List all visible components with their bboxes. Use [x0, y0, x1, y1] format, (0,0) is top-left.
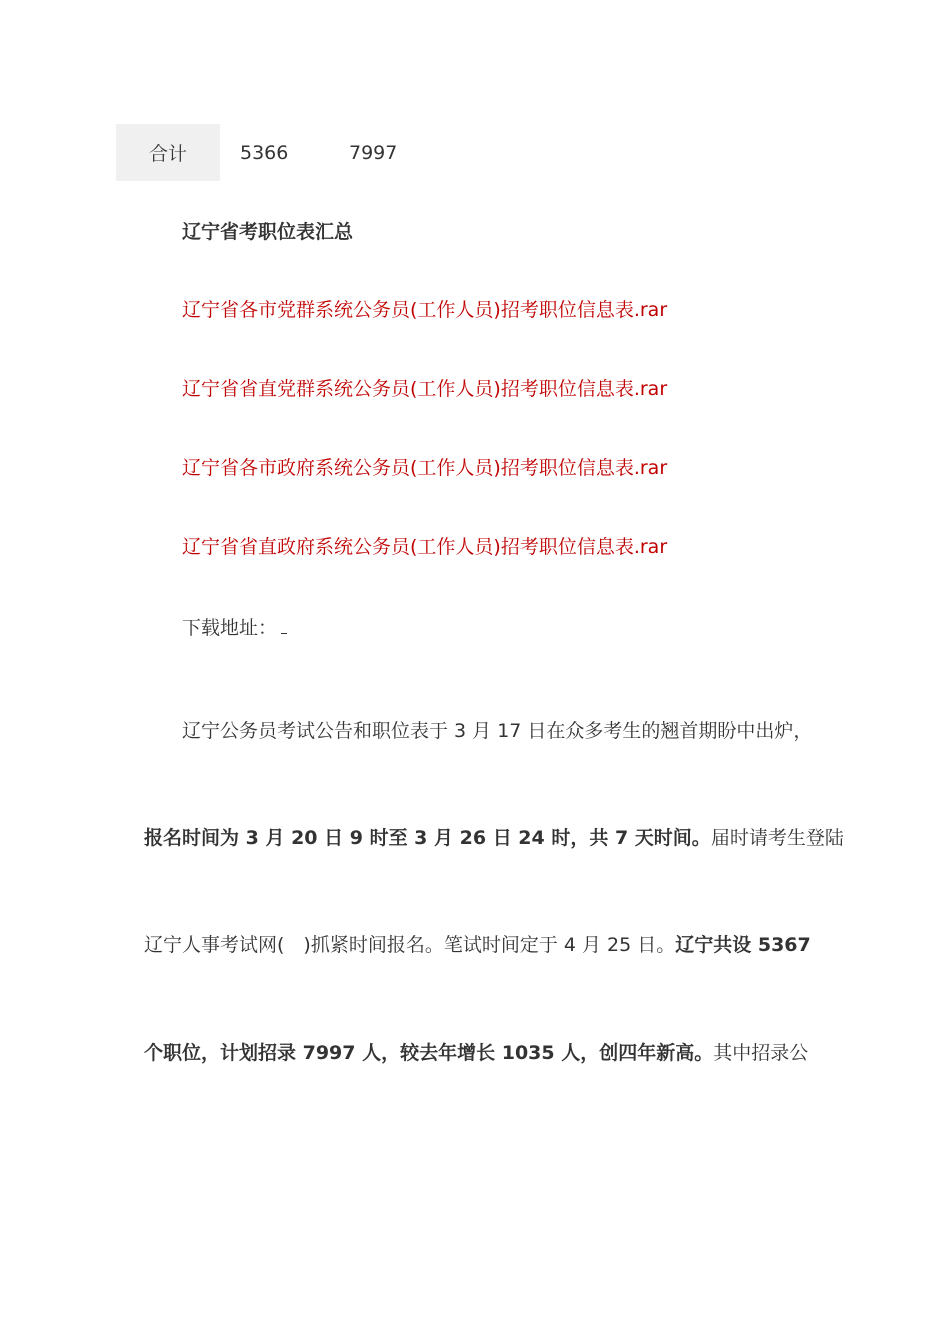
summary-row	[116, 124, 398, 181]
download-address-link[interactable]	[281, 615, 287, 634]
download-link-city-party[interactable]: 辽宁省各市党群系统公务员(工作人员)招考职位信息表.rar	[182, 299, 668, 321]
paragraph-line-2-tail: 届时请考生登陆	[710, 827, 844, 849]
download-address-label: 下载地址：	[182, 617, 278, 639]
paragraph-line-1: 辽宁公务员考试公告和职位表于 3 月 17 日在众多考生的翘首期盼中出炉，	[182, 720, 813, 742]
download-link-province-party[interactable]: 辽宁省省直党群系统公务员(工作人员)招考职位信息表.rar	[182, 378, 668, 400]
summary-recruits-value: 7997	[349, 141, 398, 164]
positions-count-text: 辽宁共设 5367	[675, 934, 811, 956]
paragraph-line-4	[144, 1040, 808, 1066]
recruitment-plan-text: 个职位，计划招录 7997 人，较去年增长 1035 人，创四年新高。	[144, 1042, 714, 1064]
download-link-province-government[interactable]: 辽宁省省直政府系统公务员(工作人员)招考职位信息表.rar	[182, 536, 668, 558]
paragraph-line-4-tail: 其中招录公	[713, 1042, 809, 1064]
paragraph-line-3-head: 辽宁人事考试网( )抓紧时间报名。笔试时间定于 4 月 25 日。	[144, 934, 676, 956]
summary-positions-value: 5366	[240, 141, 289, 164]
summary-total-label: 合计	[116, 124, 220, 181]
paragraph-line-3	[144, 932, 811, 958]
download-address	[182, 615, 287, 641]
registration-time-text: 报名时间为 3 月 20 日 9 时至 3 月 26 日 24 时，共 7 天时间。	[144, 827, 711, 849]
download-link-city-government[interactable]: 辽宁省各市政府系统公务员(工作人员)招考职位信息表.rar	[182, 457, 668, 479]
paragraph-line-2	[144, 825, 844, 851]
section-heading: 辽宁省考职位表汇总	[182, 221, 354, 243]
